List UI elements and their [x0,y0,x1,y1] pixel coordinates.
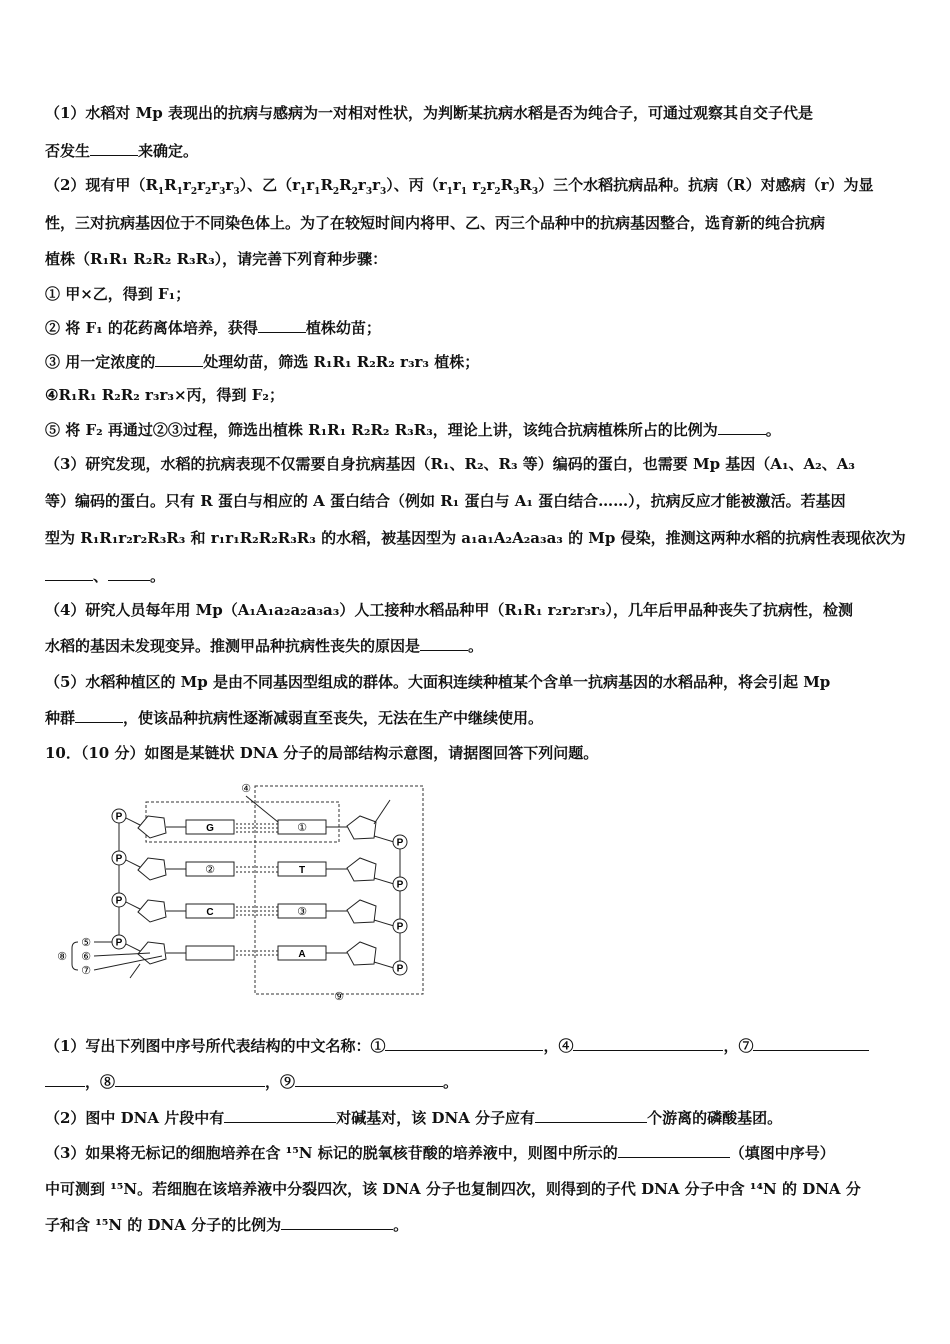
base-label-right: ③ [297,905,307,918]
text: ，使该品种抗病性逐渐减弱直至丧失，无法在生产中继续使用。 [123,709,544,727]
answer-blank[interactable] [45,1071,85,1087]
callout-6: ⑥ [81,950,91,963]
q10-title: 10．（10 分）如图是某链状 DNA 分子的局部结构示意图，请据图回答下列问题。 [45,744,599,762]
deoxyribose-icon [347,816,376,839]
answer-blank[interactable] [385,1035,543,1051]
q9-part3-line4 [45,565,907,587]
base-label-right: T [298,865,306,876]
text: ⑤ 将 F₂ 再通过②③过程，筛选出植株 R₁R₁ R₂R₂ R₃R₃，理论上讲，该纯合抗病植株所占的比例为 [45,421,718,439]
answer-blank[interactable] [90,140,138,156]
base-label-right: A [298,949,306,960]
answer-blank[interactable] [420,635,468,651]
q9-part2-line1: （2）现有甲$(R_1R_1r_2r_2r_3r_3)$、乙$(r_1r_1R_2R_2r_3r_3)$、丙（$r_1r_1$ $r_2r_2R_3R_3$）三个水稻抗病品种。抗病（R）对感病（r）为显 [45,176,874,197]
q9-part2-line3: 植株（R₁R₁ R₂R₂ R₃R₃），请完善下列育种步骤： [45,250,388,268]
base-label-left: ② [205,863,215,876]
text: ，④ [543,1037,574,1055]
text: 。 [468,637,484,655]
deoxyribose-icon [138,900,166,922]
q10-sub3-line3 [45,1214,907,1236]
answer-blank[interactable] [115,1071,265,1087]
text: 。 [393,1216,409,1234]
answer-blank[interactable] [535,1107,647,1123]
text: ，⑦ [723,1037,754,1055]
text: 否发生 [45,142,91,160]
text: ② 将 F₁ 的花药离体培养，获得 [45,319,258,337]
callout-5: ⑤ [81,936,91,949]
text: （2）图中 DNA 片段中有 [45,1109,225,1127]
answer-blank[interactable] [108,565,150,581]
callout-9: ⑨ [334,990,344,1003]
text: 来确定。 [138,142,199,160]
base-label-left: G [206,823,214,834]
answer-blank[interactable] [224,1107,336,1123]
text: ）、丙（r [386,176,447,194]
text: 植株幼苗； [305,319,381,337]
text: 处理幼苗，筛选 R₁R₁ R₂R₂ r₃r₃ 植株； [203,353,480,371]
answer-blank[interactable] [258,317,306,333]
answer-blank[interactable] [753,1035,869,1051]
q9-part4-line1: （4）研究人员每年用 Mp（A₁A₁a₂a₂a₃a₃）人工接种水稻品种甲（R₁R₁ r₂r₂r₃r₃），几年后甲品种丧失了抗病性，检测 [45,601,854,619]
text: ，⑨ [265,1073,296,1091]
q9-part5-line1: （5）水稻种植区的 Mp 是由不同基因型组成的群体。大面积连续种植某个含单一抗病基因的水稻品种，将会引起 Mp [45,673,831,691]
q9-part3-line3: 型为 R₁R₁r₂r₂R₃R₃ 和 r₁r₁R₂R₂R₃R₃ 的水稻，被基因型为 a₁a₁A₂A₂a₃a₃ 的 Mp 侵染，推测这两种水稻的抗病性表现依次为 [45,529,906,547]
phosphate-label: P [396,963,404,975]
dna-structure-diagram [50,778,430,1008]
answer-blank[interactable] [155,351,203,367]
q9-step2 [45,317,907,339]
q9-part3-line2: 等）编码的蛋白。只有 R 蛋白与相应的 A 蛋白结合（例如 R₁ 蛋白与 A₁ 蛋白结合……），抗病反应才能被激活。若基因 [45,492,846,510]
text: ，⑧ [85,1073,116,1091]
phosphate-label: P [396,921,404,933]
text: （1）写出下列图中序号所代表结构的中文名称：① [45,1037,386,1055]
q9-step1: ① 甲×乙，得到 F₁； [45,285,191,303]
answer-blank[interactable] [281,1214,393,1230]
deoxyribose-icon [347,942,376,965]
callout-4: ④ [241,782,251,795]
text: 、 [93,567,109,585]
q10-sub3-line1 [45,1142,907,1164]
q9-part5-line2 [45,707,907,729]
q9-step3 [45,351,907,373]
phosphate-label: P [115,853,123,865]
phosphate-label: P [115,811,123,823]
text: 子和含 ¹⁵N 的 DNA 分子的比例为 [45,1216,282,1234]
base-box [186,946,234,960]
q9-part1-line2 [45,140,907,162]
deoxyribose-icon [347,900,376,923]
answer-blank[interactable] [45,565,93,581]
q10-sub2 [45,1107,907,1129]
leader-line [246,796,278,822]
deoxyribose-icon [138,816,166,838]
answer-blank[interactable] [718,419,766,435]
text: ）三个水稻抗病品种。抗病（R）对感病（r）为显 [538,176,874,194]
q9-part1-line1: （1）水稻对 Mp 表现出的抗病与感病为一对相对性状，为判断某抗病水稻是否为纯合子，可通过观察其自交子代是 [45,104,813,122]
answer-blank[interactable] [573,1035,723,1051]
q10-sub1-line2 [45,1071,907,1093]
text: （填图中序号） [729,1144,835,1162]
phosphate-label: P [115,937,123,949]
text: 对碱基对，该 DNA 分子应有 [336,1109,536,1127]
phosphate-label: P [115,895,123,907]
deoxyribose-icon [138,858,166,880]
answer-blank[interactable] [295,1071,443,1087]
answer-blank[interactable] [618,1142,730,1158]
q9-step4: ④R₁R₁ R₂R₂ r₃r₃×丙，得到 F₂； [45,386,284,404]
text: ③ 用一定浓度的 [45,353,156,371]
callout-8: ⑧ [57,950,67,963]
q10-sub3-line2: 中可测到 ¹⁵N。若细胞在该培养液中分裂四次，该 DNA 分子也复制四次，则得到的子代 DNA 分子中含 ¹⁴N 的 DNA 分 [45,1180,861,1198]
q9-part4-line2 [45,635,907,657]
base-label-left: C [206,907,214,918]
text: 个游离的磷酸基团。 [647,1109,783,1127]
text: ）、乙（r [239,176,300,194]
text: 水稻的基因未发现变异。推测甲品种抗病性丧失的原因是 [45,637,421,655]
answer-blank[interactable] [75,707,123,723]
q9-part3-line1: （3）研究发现，水稻的抗病表现不仅需要自身抗病基因（R₁、R₂、R₃ 等）编码的蛋白，也需要 Mp 基因（A₁、A₂、A₃ [45,455,855,473]
q10-sub1-line1 [45,1035,907,1057]
text: （2）现有甲（R [45,176,158,194]
text: 。 [765,421,781,439]
callout-7: ⑦ [81,964,91,977]
text: 。 [443,1073,459,1091]
phosphate-label: P [396,837,404,849]
text: 种群 [45,709,76,727]
q9-step5 [45,419,907,441]
text: 。 [150,567,166,585]
deoxyribose-icon [347,858,376,881]
phosphate-label: P [396,879,404,891]
q9-part2-line2: 性，三对抗病基因位于不同染色体上。为了在较短时间内将甲、乙、丙三个品种中的抗病基因整合，选育新的纯合抗病 [45,214,826,232]
text: （3）如果将无标记的细胞培养在含 ¹⁵N 标记的脱氧核苷酸的培养液中，则图中所示的 [45,1144,618,1162]
base-label-right: ① [297,821,307,834]
